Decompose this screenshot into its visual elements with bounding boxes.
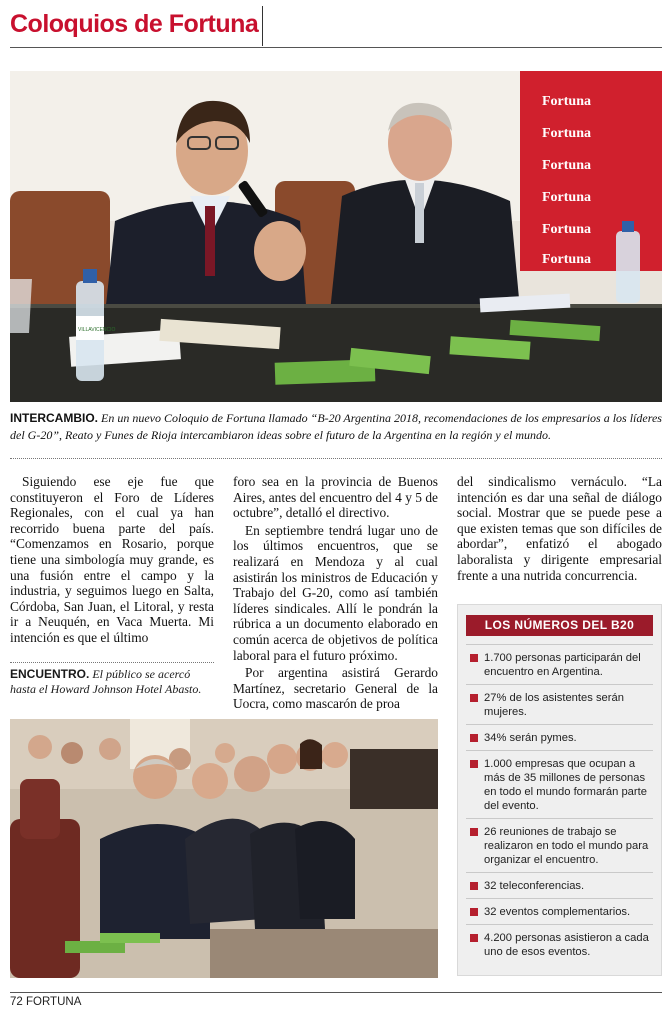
svg-text:Fortuna: Fortuna [542,126,591,141]
svg-text:Fortuna: Fortuna [542,252,591,267]
audience-photo [10,719,438,978]
caption-text: En un nuevo Coloquio de Fortuna llamado “B-20 Argentina 2018, recomendaciones de los empresarios a los líderes del G-20”, Reato y Funes de Rioja intercambiaron ideas sobre el futuro de la Argentina en la región y el mundo. [10,411,662,442]
stat-item [466,724,653,750]
footer-rule [10,992,662,993]
square-bullet-icon [470,760,478,768]
svg-text:Fortuna: Fortuna [542,94,591,109]
audience-caption [10,662,214,697]
square-bullet-icon [470,882,478,890]
svg-text:Fortuna: Fortuna [542,222,591,237]
stat-text: 32 teleconferencias. [484,880,585,892]
top-photo-panel [10,71,662,402]
dotted-rule [10,458,662,459]
stat-item [466,924,653,964]
stat-text: 27% de los asistentes serán mujeres. [484,692,624,718]
fortuna-banner [520,71,662,271]
stat-item [466,898,653,924]
stat-item [466,684,653,724]
section-title: Coloquios de Fortuna [10,10,259,38]
article-paragraph: Siguiendo ese eje fue que constituyeron el Foro de Líderes Regionales, con el cual ya han recorrido buena parte del país. “Comenzamos en Rosario, porque tiene una simbología muy grande, es una fusión entre el campo y la industria, y seguimos luego en Salta, Córdoba, San Juan, el Litoral, y resta ir a Neuquén, en Vaca Muerta. Mi intención es que el último [10,474,214,645]
caption-lead: INTERCAMBIO. [10,411,98,425]
page-header [10,6,662,46]
stat-text: 1.000 empresas que ocupan a más de 35 millones de personas en todo el mundo formarán parte del evento. [484,758,647,812]
square-bullet-icon [470,908,478,916]
stat-text: 4.200 personas asistieron a cada uno de esos eventos. [484,932,649,958]
stat-item [466,644,653,684]
square-bullet-icon [470,934,478,942]
square-bullet-icon [470,654,478,662]
svg-text:Fortuna: Fortuna [542,158,591,173]
square-bullet-icon [470,734,478,742]
article-column-2 [233,474,438,712]
square-bullet-icon [470,828,478,836]
article-paragraph: foro sea en la provincia de Buenos Aires, antes del encuentro del 4 y 5 de octubre”, detalló el directivo. [233,474,438,521]
numbers-sidebar [457,604,662,976]
stat-item [466,750,653,818]
stat-item [466,872,653,898]
stat-text: 26 reuniones de trabajo se realizaron en todo el mundo para organizar el encuentro. [484,826,649,866]
article-paragraph: del sindicalismo vernáculo. “La intención es dar una señal de diálogo social. Mostrar que se puede pese a que existen temas que son difíciles de abordar”, enfatizó el abogado laboralista y dirigente empresarial frente a una nutrida concurrencia. [457,474,662,583]
stat-text: 34% serán pymes. [484,732,577,744]
svg-text:Fortuna: Fortuna [542,190,591,205]
caption-lead: ENCUENTRO. [10,667,90,681]
photo-caption [10,410,662,444]
square-bullet-icon [470,694,478,702]
page-folio: 72 FORTUNA [10,996,82,1008]
header-rule [10,47,662,48]
caption-text: El público se acercó hasta el Howard Johnson Hotel Abasto. [10,667,202,696]
stat-text: 32 eventos complementarios. [484,906,631,918]
article-column-3 [457,474,662,583]
stat-item [466,818,653,872]
stat-text: 1.700 personas participarán del encuentro en Argentina. [484,652,641,678]
article-paragraph: Por argentina asistirá Gerardo Martínez, secretario General de la Uocra, como mascarón de proa [233,665,438,712]
svg-text:VILLAVICENCIO: VILLAVICENCIO [78,327,116,333]
article-column-1 [10,474,214,646]
header-divider [262,6,263,46]
sidebar-title: LOS NÚMEROS DEL B20 [466,615,653,636]
article-paragraph: En septiembre tendrá lugar uno de los últimos encuentros, que se realizará en Mendoza y al cual asistirán los ministros de Educación y Trabajo del G-20, como así también líderes sindicales. Allí le pondrán la rúbrica a un documento elaborado en común acerca de objetivos de política laboral para el futuro próximo. [233,522,438,663]
